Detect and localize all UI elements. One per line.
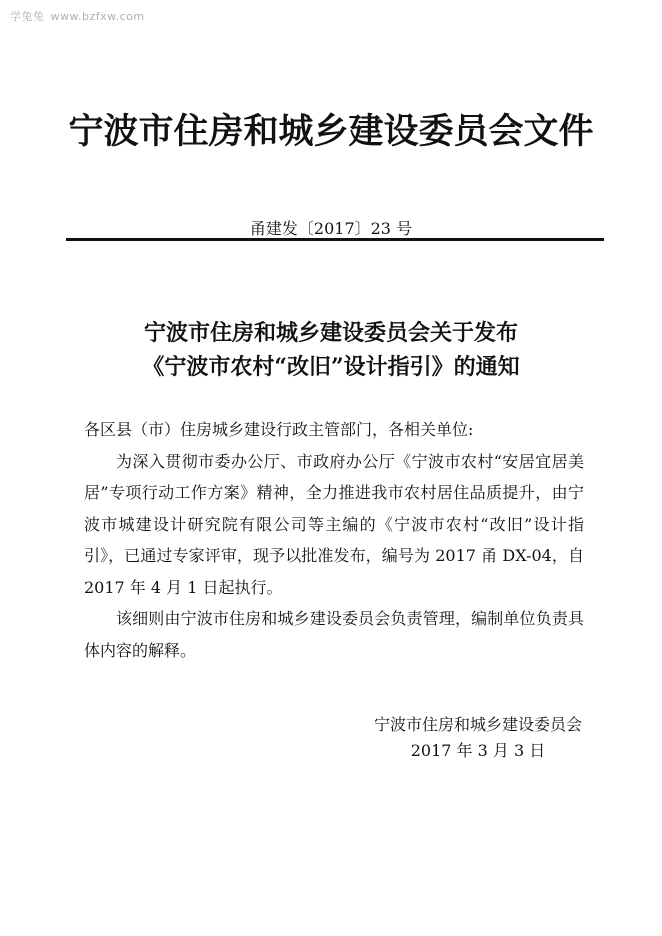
issuer-header: 宁波市住房和城乡建设委员会文件 (68, 111, 594, 152)
watermark-brand: 学兔兔 (10, 10, 45, 23)
signature-date: 2017 年 3 月 3 日 (410, 741, 546, 760)
watermark-url: www.bzfxw.com (50, 10, 145, 23)
body-paragraph-1: 为深入贯彻市委办公厅、市政府办公厅《宁波市农村“安居宜居美居”专项行动工作方案》精神，全力推进我市农村居住品质提升，由宁波市城建设计研究院有限公司等主编的《宁波市农村“改旧”设计指引》，已通过专家评审，现予以批准发布，编号为 2017 甬 DX-04，自 2017 年 4 月 1 日起执行。 (84, 451, 584, 597)
signature-organization: 宁波市住房和城乡建设委员会 (373, 715, 582, 734)
body-paragraph-2: 该细则由宁波市住房和城乡建设委员会负责管理，编制单位负责具体内容的解释。 (84, 609, 584, 660)
header-divider (66, 238, 604, 241)
signature-block (374, 712, 582, 764)
title-line-2: 《宁波市农村“改旧”设计指引》的通知 (142, 354, 520, 380)
document-body (84, 414, 584, 666)
document-title (0, 316, 662, 384)
document-number: 甬建发〔2017〕23 号 (249, 219, 413, 238)
salutation: 各区县（市）住房城乡建设行政主管部门，各相关单位: (84, 420, 474, 439)
title-line-1: 宁波市住房和城乡建设委员会关于发布 (143, 320, 518, 346)
watermark (10, 8, 145, 24)
